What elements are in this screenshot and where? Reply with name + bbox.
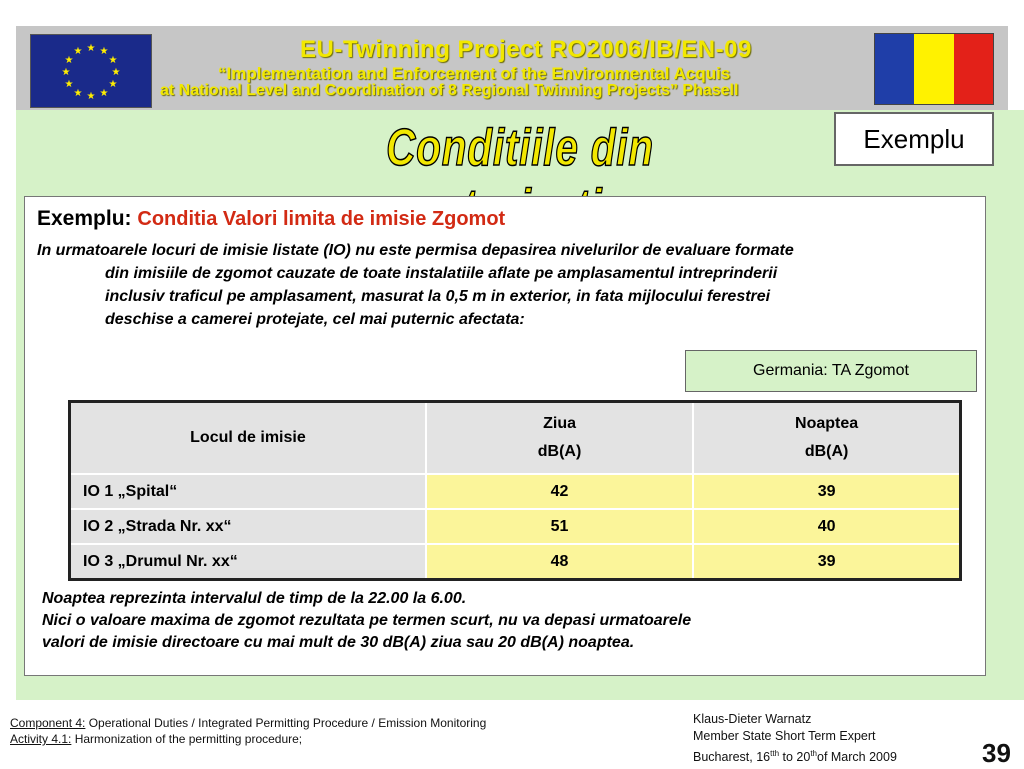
table-header-row xyxy=(70,402,961,475)
table-row xyxy=(70,474,961,509)
cell-location: IO 2 „Strada Nr. xx“ xyxy=(70,509,426,544)
column-header-night: Noaptea dB(A) xyxy=(693,402,960,475)
table-row xyxy=(70,544,961,580)
germany-reference-label: Germania: TA Zgomot xyxy=(685,350,977,392)
slide-title: Conditiile din xyxy=(386,119,654,177)
eu-flag-icon xyxy=(30,34,152,108)
component-label: Component 4: xyxy=(10,716,86,730)
page-number: 39 xyxy=(982,738,1011,768)
cell-night-value: 39 xyxy=(693,474,960,509)
table-row xyxy=(70,509,961,544)
svg-text:★: ★ xyxy=(111,67,121,78)
note-line: Nici o valoare maxima de zgomot rezultata pe termen scurt, nu va depasi urmatoarele xyxy=(42,612,692,629)
project-subtitle-line1: “Implementation and Enforcement of the Environmental Acquis xyxy=(218,64,731,83)
svg-text:★: ★ xyxy=(64,55,74,66)
cell-location: IO 1 „Spital“ xyxy=(70,474,426,509)
activity-text: Harmonization of the permitting procedure; xyxy=(71,732,303,746)
svg-text:★: ★ xyxy=(108,55,118,66)
exemplu-label: Exemplu xyxy=(834,112,994,166)
content-paragraph xyxy=(37,239,977,331)
cell-day-value: 48 xyxy=(426,544,693,580)
column-header-location: Locul de imisie xyxy=(70,402,426,475)
footer-component-info xyxy=(10,715,486,747)
cell-night-value: 40 xyxy=(693,509,960,544)
emission-limits-table xyxy=(68,400,962,581)
paragraph-line: inclusiv traficul pe amplasament, masurat la 0,5 m in exterior, in fata mijlocului ferestrei xyxy=(105,288,771,305)
content-heading xyxy=(37,207,505,231)
svg-text:★: ★ xyxy=(64,79,74,90)
svg-text:★: ★ xyxy=(99,46,109,57)
svg-text:★: ★ xyxy=(99,88,109,99)
svg-text:★: ★ xyxy=(86,91,96,102)
night-period-note xyxy=(42,588,942,654)
heading-condition: Conditia Valori limita de imisie Zgomot xyxy=(137,208,506,230)
cell-day-value: 51 xyxy=(426,509,693,544)
author-role: Member State Short Term Expert xyxy=(693,729,876,743)
column-header-day: Ziua dB(A) xyxy=(426,402,693,475)
heading-prefix: Exemplu: xyxy=(37,207,132,230)
paragraph-line: deschise a camerei protejate, cel mai puternic afectata: xyxy=(105,311,525,328)
svg-text:★: ★ xyxy=(73,88,83,99)
activity-label: Activity 4.1: xyxy=(10,732,72,746)
author-name: Klaus-Dieter Warnatz xyxy=(693,712,812,726)
cell-day-value: 42 xyxy=(426,474,693,509)
svg-text:★: ★ xyxy=(73,46,83,57)
paragraph-line: din imisiile de zgomot cauzate de toate instalatiile aflate pe amplasamentul intreprinderii xyxy=(105,265,778,282)
event-date: Bucharest, $16^{tth}$ to 20thof March 2009 xyxy=(693,749,897,765)
note-line: valori de imisie directoare cu mai mult de 30 dB(A) ziua sau 20 dB(A) noaptea. xyxy=(42,634,635,651)
svg-text:★: ★ xyxy=(108,79,118,90)
slide-left-margin xyxy=(0,110,16,700)
svg-text:★: ★ xyxy=(86,43,96,54)
component-text: Operational Duties / Integrated Permitting Procedure / Emission Monitoring xyxy=(85,716,487,730)
project-subtitle-line2: at National Level and Coordination of 8 Regional Twinning Projects” Phasell xyxy=(160,82,739,99)
note-line: Noaptea reprezinta intervalul de timp de la 22.00 la 6.00. xyxy=(42,590,467,607)
cell-night-value: 39 xyxy=(693,544,960,580)
cell-location: IO 3 „Drumul Nr. xx“ xyxy=(70,544,426,580)
project-title: EU-Twinning Project RO2006/IB/EN-09 xyxy=(300,36,752,63)
romania-flag-icon xyxy=(874,33,994,105)
svg-text:★: ★ xyxy=(61,67,71,78)
paragraph-line: In urmatoarele locuri de imisie listate (IO) nu este permisa depasirea nivelurilor de evaluare formate xyxy=(37,242,794,259)
footer-author-info xyxy=(693,711,897,766)
